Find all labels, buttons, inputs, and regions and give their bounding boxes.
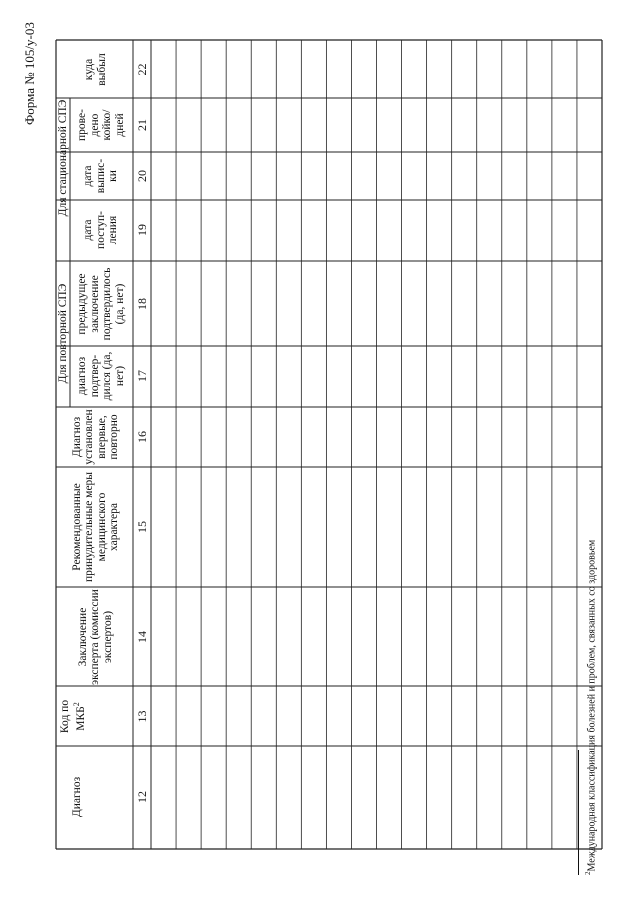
- header-discharge-date: дата выпис-ки: [82, 158, 120, 194]
- header-icd-code-text: Код по МКБ: [58, 699, 87, 734]
- header-previous-conclusion: предыдущее заключение подтвердилось (да, нет): [76, 267, 126, 341]
- header-admission-date: дата поступ-ления: [82, 211, 120, 249]
- column-number: 16: [134, 431, 149, 443]
- footnote: [584, 540, 597, 875]
- footnote-rule: [578, 750, 579, 875]
- footnote-text: Международная классификация болезней и проблем, связанных со здоровьем: [586, 539, 598, 872]
- column-number: 22: [134, 63, 149, 76]
- column-number: 18: [134, 298, 149, 310]
- column-number: 21: [134, 119, 149, 131]
- footnote-marker: 2: [584, 871, 592, 875]
- header-bed-days: прове-дено койко/ дней: [76, 109, 126, 141]
- header-repeat-spe-group: Для повторной СПЭ: [56, 283, 69, 384]
- footnote-ref: 2: [72, 702, 82, 707]
- header-discharged-to: куда выбыл: [83, 53, 108, 86]
- header-diagnosis-established: Диагноз установлен впервые, повторно: [70, 409, 120, 465]
- column-number: 12: [134, 791, 149, 803]
- column-number: 20: [134, 170, 149, 182]
- header-stationary-spe-group: Для стационарной СПЭ: [56, 99, 69, 217]
- column-number: 19: [134, 224, 149, 236]
- header-diagnosis-confirmed: диагноз подтвер-дился (да, нет): [76, 351, 126, 401]
- column-number: 14: [134, 631, 149, 643]
- form-number: Форма № 105/у-03: [22, 22, 37, 125]
- header-expert-conclusion: Заключение эксперта (комиссии экспертов): [76, 589, 114, 685]
- column-number: 17: [134, 370, 149, 382]
- column-number: 13: [134, 710, 149, 723]
- header-recommended-measures: Рекомендованные принудительные меры медицинского характера: [70, 471, 120, 583]
- header-diagnosis: Диагноз: [70, 776, 83, 818]
- header-icd-code: [58, 688, 88, 745]
- column-number: 15: [134, 521, 149, 533]
